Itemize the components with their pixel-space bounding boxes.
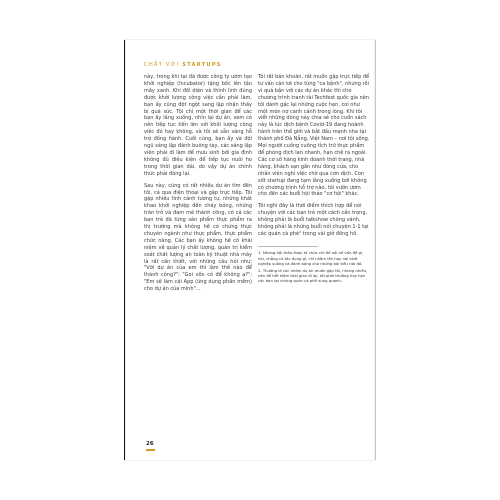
page-edge: [374, 40, 376, 460]
page-number: 26: [146, 441, 154, 447]
page-number-accent: [146, 449, 155, 451]
right-text-column: [258, 74, 370, 284]
footnote: 2. Thường là các nhóm dự án muốn gặp tôi, nhưng nhiều, nên để tiết kiệm thời gian đi lại, tôi phải thường hay hẹn các bạn tại những quán cà phê xung quanh.: [258, 268, 368, 284]
header-title: STARTUPS: [182, 62, 222, 68]
footnote: 1. Những hội thảo được tổ chức chỉ để nói về vấn đề gì, nói, chẳng có tác dụng gì, chỉ nhằm lên hay nói khởi nghiệp suông và đánh bóng cho những bài tiếu rửa đó.: [258, 250, 364, 266]
paragraph: Tôi nghĩ đây là thời điểm thích hợp để nói chuyện với các bạn trẻ một cách cần trọng, không phải là buổi talkshow chóng vánh, không phải là những buổi nói chuyện 1-1 tại các quán cà phê² trong vài giờ đồng hồ.: [258, 203, 369, 237]
left-text-column: [144, 74, 252, 293]
paragraph: Tôi rất băn khoăn, rất muốn gặp trực tiếp để tư vấn cặn kẽ cho từng "ca bệnh", nhưng rồi vì quá bận với các dự án khác thì cho chương trình tranh tài Techfest quốc gia nên tôi dành gặc lại những cuộc hẹn, coi như một món nợ canh cánh trong lòng. Khi tôi viết những dòng này chia sẻ cho cuốn sách này là lúc dịch bệnh Covid-19 đang hoành hành trên thế giới và bắt đầu mạnh nha tại thành phố Đà Nẵng, Việt Nam – nơi tôi sống. Mọi người cuống cuồng tích trữ thực phẩm để phòng dịch lan nhanh, hạn chế ra ngoài. Các cơ sở hàng kinh doanh thời trang, nhà hàng, khách sạn gần như đóng cửa, cho nhân viên nghỉ việc chờ qua cơn dịch. Con sốt startup đang tạm lắng xuống bởi không có chương trình hỗ trợ nào, tôi vườn ươm cho đến các buổi hội thảo "cơ hội" khác.: [258, 74, 370, 198]
paragraph: này, trong khi tại đã được công ty ươm tạo khởi nghiệp (Incubator) tặng bốc lên tận mây xanh. Khi đối diện và thình lình đúng được khởi lượng công việc cần phải làm, bạn ấy cũng đột ngột sang lập nhận thấy bị quá sức. Tôi chỉ một thời gian để các bạn ấy lắng xuống, nhìn lại dự án, xem có nên tiếp tục tiến lên với khối lượng công việc đó hay không, và tôi sẽ sẵn sàng hỗ trợ đồng hành. Cuối cùng, bạn ấy và đội ngũ sáng lập đành buông tay, các sáng lập viên phải đi làm để mưu sinh bởi gia đình không đủ điều kiện để tiếp tục nuôi họ trong thời gian dài, do vậy dự án chính thức phải đóng lại.: [144, 74, 252, 177]
footnote-divider: [258, 246, 318, 247]
running-header: [144, 62, 222, 68]
header-prefix: CHẤT VỚI: [144, 62, 180, 68]
book-page: [126, 40, 374, 460]
paragraph: Sau này, cũng có rất nhiều dự án tìm đến tôi, cả qua điện thoại và gặp trực tiếp. Tôi gặp nhiều tình cảnh tương tự, những khát khao khởi nghiệp đến cháy bỏng, những trăn trở và đam mê thành công, có cả các bạn trẻ đã từng sản phẩm thực phẩm ra thị trường mà không hề có chứng thực chuyên ngành như thực phẩm, thực phẩm chức năng. Các bạn ấy không hề có khái niệm về quản lý chất lượng, quản trị kiểm soát chất lượng an toàn kỹ thuật nhà máy là rất cần thiết, với những câu hỏi như: "Với dự án của em thì làm thế nào để thành công?"; "Gọi vốn có để không ạ?"; "Em sẽ làm cái App (ứng dụng phần mềm) cho dự án của mình"...: [144, 182, 252, 293]
